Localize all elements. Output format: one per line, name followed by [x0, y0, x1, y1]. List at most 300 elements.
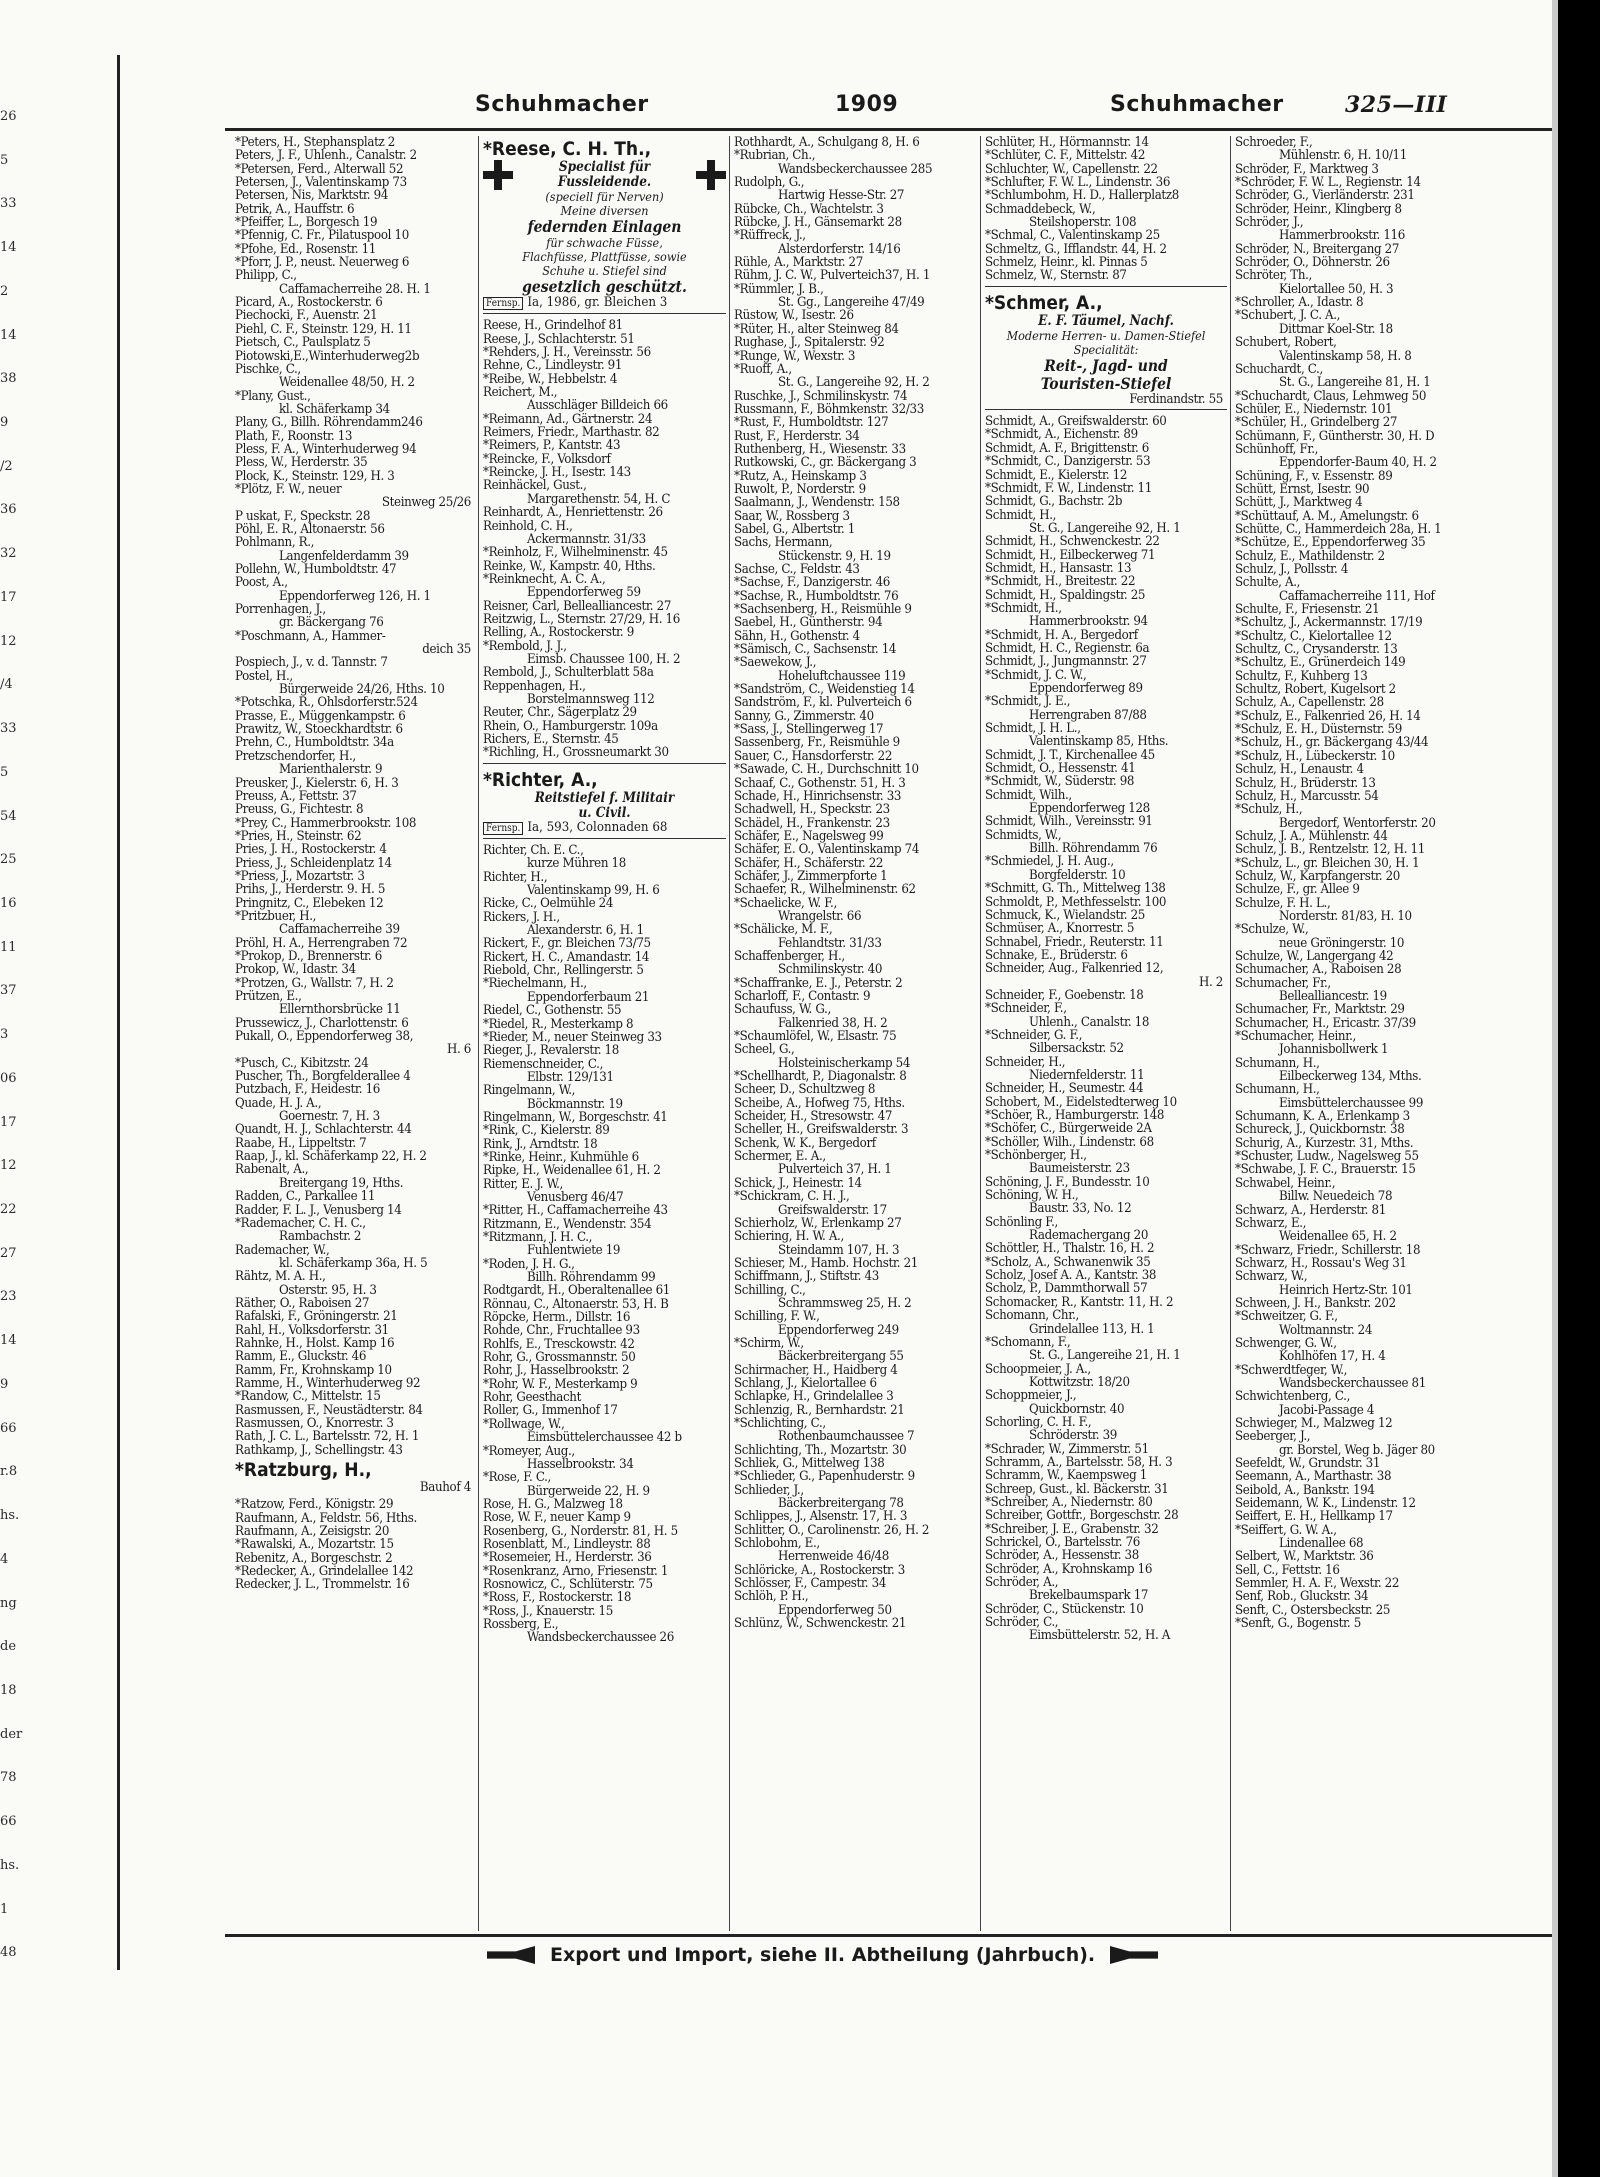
directory-entry: Preuss, G., Fichtestr. 8: [235, 803, 364, 817]
directory-entry: Schlitter, O., Carolinenstr. 26, H. 2: [734, 1523, 930, 1538]
directory-entry: Schmidt, J., Jungmannstr. 27: [985, 655, 1147, 669]
ad-title: *Richter, A.,: [483, 768, 598, 791]
directory-entry: Schmidt, A. F., Brigittenstr. 6: [985, 441, 1149, 456]
directory-entry: Schieser, M., Hamb. Hochstr. 21: [734, 1256, 918, 1271]
directory-entry: *Petersen, Ferd., Alterwall 52: [235, 162, 404, 177]
directory-entry: Rohde, Chr., Fruchtallee 93: [483, 1324, 640, 1338]
fragment-text: 54: [0, 809, 17, 824]
directory-entry: *Priess, J., Mozartstr. 3: [235, 869, 365, 884]
fragment-text: 9: [0, 1377, 9, 1392]
directory-entry: Schäfer, E., Nagelsweg 99: [734, 829, 884, 844]
entry-continuation: Caffamacherreihe 39: [279, 923, 400, 937]
directory-entry: *Schüttauf, A. M., Amelungstr. 6: [1235, 509, 1419, 523]
directory-entry: *Schultz, E., Grünerdeich 149: [1235, 656, 1406, 670]
fragment-text: 3: [0, 1027, 9, 1042]
fragment-text: 27: [0, 1246, 17, 1261]
directory-entry: Schröder, A., Krohnskamp 16: [985, 1562, 1153, 1577]
directory-entry: Plath, F., Roonstr. 13: [235, 429, 353, 443]
ad-line: E. F. Täumel, Nachf.: [1038, 312, 1174, 329]
directory-entry: Schmidt, H., Hansastr. 13: [985, 561, 1132, 576]
directory-entry: Rahl, H., Volksdorferstr. 31: [235, 1323, 389, 1337]
fragment-text: 1: [0, 1902, 9, 1917]
directory-entry: Puscher, Th., Borgfelderallee 4: [235, 1070, 411, 1084]
entry-continuation: Ausschläger Billdeich 66: [527, 399, 668, 413]
directory-entry: Seeberger, J.,: [1235, 1430, 1311, 1444]
entry-continuation: Hasselbrookstr. 34: [527, 1457, 634, 1472]
directory-entry: *Rosenkranz, Arno, Friesenstr. 1: [483, 1564, 669, 1578]
fragment-text: ng: [0, 1596, 17, 1611]
directory-entry: *Schaumlöfel, W., Elsastr. 75: [734, 1030, 897, 1044]
directory-entry: Sauer, C., Hansdorferstr. 22: [734, 749, 893, 764]
entry-continuation: Eppendorfer-Baum 40, H. 2: [1279, 456, 1437, 470]
directory-entry: Rehne, C., Lindleystr. 91: [483, 359, 623, 373]
directory-entry: Relling, A., Rostockerstr. 9: [483, 626, 634, 640]
pointing-hand-icon: [1110, 1946, 1158, 1964]
directory-entry: *Rademacher, C. H. C.,: [235, 1216, 366, 1231]
directory-entry: Schilling, F. W.,: [734, 1310, 820, 1324]
directory-entry: Putzbach, F., Heidestr. 16: [235, 1083, 380, 1097]
entry-continuation: Ackermannstr. 31/33: [527, 532, 646, 547]
directory-entry: Schümann, F., Güntherstr. 30, H. D: [1235, 429, 1435, 443]
directory-entry: Schiffmann, J., Stiftstr. 43: [734, 1270, 879, 1284]
entry-continuation: Heinrich Hertz-Str. 101: [1279, 1283, 1413, 1297]
directory-entry: Schüning, F., v. Essenstr. 89: [1235, 469, 1393, 483]
directory-entry: Schmidt, E., Kielerstr. 12: [985, 468, 1128, 482]
directory-entry: Reinhold, C. H.,: [483, 519, 573, 533]
entry-continuation: Alsterdorferstr. 14/16: [778, 242, 901, 257]
directory-entry: *Schmidt, J. C. W.,: [985, 668, 1087, 682]
directory-entry: Pietsch, C., Paulsplatz 5: [235, 336, 371, 350]
directory-entry: *Schlumbohm, H. D., Hallerplatz8: [985, 189, 1179, 203]
directory-entry: Schiering, H. W. A.,: [734, 1230, 844, 1244]
ad-divider: [483, 838, 726, 839]
directory-entry: Schaufuss, W. G.,: [734, 1003, 831, 1017]
entry-continuation: Goernestr. 7, H. 3: [279, 1110, 380, 1124]
directory-entry: Rughase, J., Spitalerstr. 92: [734, 336, 885, 350]
directory-entry: Scheibe, A., Hofweg 75, Hths.: [734, 1096, 905, 1111]
directory-entry: Schumann, H.,: [1235, 1083, 1320, 1097]
directory-entry: Rühle, A., Marktstr. 27: [734, 256, 863, 270]
directory-entry: Schulz, E., Mathildenstr. 2: [1235, 549, 1385, 563]
directory-entry: Schlapke, H., Grindelallee 3: [734, 1390, 894, 1404]
directory-entry: *Prokop, D., Brennerstr. 6: [235, 949, 382, 964]
column-2: [483, 136, 726, 1931]
directory-entry: Piechocki, F., Auenstr. 21: [235, 309, 378, 323]
directory-entry: Richter, Ch. E. C.,: [483, 844, 584, 858]
entry-continuation: Bäckerbreitergang 78: [778, 1497, 904, 1511]
directory-entry: *Schwarz, Friedr., Schillerstr. 18: [1235, 1243, 1421, 1257]
directory-entry: Riedel, C., Gothenstr. 55: [483, 1004, 622, 1018]
directory-entry: Schulz, J., Pollsstr. 4: [1235, 563, 1349, 577]
directory-entry: Schröder, G., Vierländerstr. 231: [1235, 189, 1415, 203]
entry-continuation: Steindamm 107, H. 3: [778, 1243, 900, 1257]
directory-entry: Schick, J., Heinestr. 14: [734, 1176, 862, 1191]
fragment-text: 5: [0, 153, 9, 168]
entry-continuation: Pulverteich 37, H. 1: [778, 1163, 892, 1177]
directory-entry: Pukall, O., Eppendorferweg 38,: [235, 1030, 414, 1044]
directory-entry: Piehl, C. F., Steinstr. 129, H. 11: [235, 322, 412, 337]
directory-entry: *Schultz, J., Ackermannstr. 17/19: [1235, 616, 1423, 630]
directory-entry: Schütte, C., Hammerdeich 28a, H. 1: [1235, 522, 1442, 537]
entry-continuation: Hartwig Hesse-Str. 27: [778, 189, 905, 203]
entry-continuation: Kielortallee 50, H. 3: [1279, 282, 1394, 297]
directory-entry: Schönling F.,: [985, 1215, 1058, 1230]
directory-entry: Philipp, C.,: [235, 269, 297, 283]
column-1: [235, 136, 475, 1931]
entry-continuation: Eppendorferbaum 21: [527, 990, 650, 1005]
directory-entry: Schmidt, H., Eilbeckerweg 71: [985, 548, 1156, 562]
directory-entry: Rudolph, G.,: [734, 176, 805, 190]
directory-entry: Ritter, E. J. W.,: [483, 1177, 563, 1191]
entry-continuation: Elbstr. 129/131: [527, 1070, 614, 1085]
directory-entry: Rebenitz, A., Borgeschstr. 2: [235, 1551, 393, 1566]
entry-continuation: Norderstr. 81/83, H. 10: [1279, 909, 1412, 924]
directory-entry: Plock, K., Steinstr. 129, H. 3: [235, 469, 395, 483]
directory-entry: *Schmal, C., Valentinskamp 25: [985, 229, 1160, 243]
fragment-text: 66: [0, 1814, 17, 1829]
directory-entry: Senf, Rob., Gluckstr. 34: [1235, 1590, 1369, 1604]
directory-entry: *Sachsenberg, H., Reismühle 9: [734, 603, 912, 617]
fragment-text: 22: [0, 1202, 17, 1217]
directory-entry: Rohr, J., Hasselbrookstr. 2: [483, 1364, 630, 1378]
directory-entry: Rahnke, H., Holst. Kamp 16: [235, 1336, 395, 1351]
directory-entry: *Rutz, A., Heinskamp 3: [734, 469, 867, 483]
directory-entry: Schröder, Heinr., Klingberg 8: [1235, 202, 1402, 217]
entry-continuation: gr. Bäckergang 76: [279, 616, 384, 630]
directory-entry: Schmidt, Wilh.,: [985, 788, 1072, 803]
entry-continuation: Borstelmannsweg 112: [527, 692, 655, 707]
fragment-text: 4: [0, 1552, 9, 1567]
directory-entry: Schultz, C., Crysanderstr. 13: [1235, 643, 1398, 657]
directory-entry: Petersen, Nis, Marktstr. 94: [235, 189, 389, 203]
directory-entry: *Schmitt, G. Th., Mittelweg 138: [985, 882, 1166, 896]
directory-entry: Schneider, H., Seumestr. 44: [985, 1082, 1144, 1096]
directory-entry: Schaffenberger, H.,: [734, 949, 845, 964]
red-cross-icon: [483, 160, 513, 190]
fragment-text: 36: [0, 502, 17, 517]
entry-continuation: kl. Schäferkamp 34: [279, 402, 390, 417]
advertisement-schmer: [985, 286, 1227, 410]
ad-line: Flachfüsse, Plattfüsse, sowie: [522, 249, 687, 264]
directory-entry: *Schulz, H.,: [1235, 803, 1303, 817]
directory-entry: Schliek, G., Mittelweg 138: [734, 1457, 885, 1471]
entry-continuation: Greifswalderstr. 17: [778, 1203, 887, 1217]
directory-entry: Schäfer, H., Schäferstr. 22: [734, 856, 884, 870]
advertisement-richter: [483, 763, 726, 839]
directory-entry: *Schlüter, C. F., Mittelstr. 42: [985, 149, 1146, 163]
directory-entry: Rübcke, Ch., Wachtelstr. 3: [734, 202, 884, 217]
directory-entry: Schulz, W., Karpfangerstr. 20: [1235, 869, 1400, 884]
entry-continuation: Steinweg 25/26: [381, 496, 471, 510]
directory-entry: Rembold, J., Schulterblatt 58a: [483, 666, 654, 680]
directory-entry: Schwabel, Heinr.,: [1235, 1176, 1336, 1191]
directory-entry: *Schütze, E., Eppendorferweg 35: [1235, 536, 1426, 550]
directory-entry: Schmidts, W.,: [985, 828, 1062, 843]
directory-entry: Schaefer, R., Wilhelminenstr. 62: [734, 883, 916, 897]
directory-entry: Schierholz, W., Erlenkamp 27: [734, 1216, 902, 1231]
binding-edge: [117, 55, 120, 1970]
directory-entry: Schröder, A.,: [985, 1576, 1059, 1590]
directory-entry: Schwenger, G. W.,: [1235, 1336, 1337, 1351]
directory-entry: Schmidt, H. C., Regienstr. 6a: [985, 641, 1150, 656]
directory-entry: *Schweitzer, G. F.,: [1235, 1310, 1338, 1324]
directory-entry: Reinhardt, A., Henriettenstr. 26: [483, 506, 663, 520]
directory-entry: *Schulz, E., Falkenried 26, H. 14: [1235, 709, 1421, 724]
entry-continuation: Hammerbrookstr. 116: [1279, 229, 1405, 243]
directory-entry: Rothhardt, A., Schulgang 8, H. 6: [734, 136, 920, 150]
directory-entry: *Rosemeier, H., Herderstr. 36: [483, 1551, 652, 1565]
header-rule: [225, 128, 1555, 131]
directory-entry: Schlenzig, R., Bernhardstr. 21: [734, 1403, 905, 1417]
ad-line: für schwache Füsse,: [546, 235, 663, 250]
directory-entry: *Schulz, E. H., Düsternstr. 59: [1235, 723, 1402, 737]
directory-entry: Postel, H.,: [235, 669, 293, 684]
directory-entry: Schmidt, J. T., Kirchenallee 45: [985, 748, 1155, 763]
entry-continuation: H. 6: [446, 1043, 471, 1057]
directory-entry: Schmuck, K., Wielandstr. 25: [985, 908, 1145, 923]
directory-entry: Schultz, F., Kuhberg 13: [1235, 669, 1368, 684]
ad-title: *Reese, C. H. Th.,: [483, 138, 652, 160]
directory-entry: *Riechelmann, H.,: [483, 977, 587, 991]
directory-entry: Sabel, G., Albertstr. 1: [734, 522, 855, 537]
directory-entry: Rose, H. G., Malzweg 18: [483, 1497, 623, 1512]
directory-entry: Schumacher, Fr.,: [1235, 976, 1331, 990]
directory-entry: *Schwerdtfeger, W.,: [1235, 1363, 1348, 1377]
entry-continuation: Bellealliancestr. 19: [1279, 990, 1387, 1004]
directory-entry: *Saewekow, J.,: [734, 656, 817, 670]
directory-entry: Petrik, A., Hauffstr. 6: [235, 202, 355, 217]
directory-entry: *Schöller, Wilh., Lindenstr. 68: [985, 1135, 1154, 1150]
directory-entry: Rasmussen, O., Knorrestr. 3: [235, 1417, 394, 1431]
directory-entry: Schneider, H.,: [985, 1055, 1066, 1069]
directory-entry: Riemenschneider, C.,: [483, 1057, 603, 1071]
fragment-text: de: [0, 1639, 17, 1654]
directory-entry: Schwarz, E.,: [1235, 1216, 1307, 1231]
directory-entry: *Roden, J. H. G.,: [483, 1257, 575, 1272]
ad-divider: [483, 313, 726, 314]
directory-entry: Rabenalt, A.,: [235, 1163, 309, 1177]
fragment-text: 14: [0, 240, 17, 255]
directory-entry: *Schmidt, C., Danzigerstr. 53: [985, 455, 1151, 469]
directory-entry: Ramm, E., Gluckstr. 46: [235, 1350, 367, 1364]
directory-entry: *Schwabe, J. F. C., Brauerstr. 15: [1235, 1163, 1416, 1177]
directory-entry: *Schaffranke, E. J., Peterstr. 2: [734, 976, 903, 990]
directory-entry: Rath, J. C. L., Bartelsstr. 72, H. 1: [235, 1430, 420, 1444]
fragment-text: der: [0, 1727, 23, 1742]
directory-entry: *Plötz, F. W., neuer: [235, 482, 342, 497]
directory-entry: *Rembold, J. J.,: [483, 639, 567, 653]
ad-address: Bauhof 4: [419, 1481, 471, 1495]
fragment-text: 48: [0, 1945, 17, 1960]
directory-entry: Rickert, H. C., Amandastr. 14: [483, 950, 650, 965]
directory-entry: Seiffert, E. H., Hellkamp 17: [1235, 1510, 1393, 1524]
directory-entry: Ramm, Fr., Krohnskamp 10: [235, 1363, 392, 1377]
directory-entry: *Rüter, H., alter Steinweg 84: [734, 322, 899, 337]
directory-entry: *Schönberger, H.,: [985, 1149, 1087, 1163]
directory-entry: Reisner, Carl, Bellealliancestr. 27: [483, 599, 672, 613]
directory-entry: Raap, J., kl. Schäferkamp 22, H. 2: [235, 1150, 427, 1164]
directory-entry: *Schüler, H., Grindelberg 27: [1235, 416, 1398, 430]
directory-entry: Riebold, Chr., Rellingerstr. 5: [483, 964, 644, 978]
directory-entry: Radden, C., Parkallee 11: [235, 1190, 376, 1204]
directory-entry: Schmaddebeck, W.,: [985, 202, 1096, 217]
directory-entry: Sanny, G., Zimmerstr. 40: [734, 709, 874, 724]
column-3: [734, 136, 976, 1931]
directory-entry: Schade, H., Hinrichsenstr. 33: [734, 789, 902, 804]
ad-divider: [985, 286, 1227, 287]
directory-entry: Schumacher, Fr., Marktstr. 29: [1235, 1003, 1405, 1017]
directory-entry: *Rose, F. C.,: [483, 1471, 551, 1485]
entry-continuation: St. G., Langereihe 21, H. 1: [1029, 1349, 1181, 1363]
directory-entry: Pless, F. A., Winterhuderweg 94: [235, 442, 417, 457]
entry-continuation: Schröderstr. 39: [1029, 1429, 1117, 1443]
directory-entry: Rink, J., Arndtstr. 18: [483, 1137, 598, 1151]
column-divider: [729, 136, 730, 1931]
directory-entry: Schermer, E. A.,: [734, 1150, 826, 1164]
directory-columns: [225, 136, 1555, 1931]
fragment-text: 23: [0, 1289, 17, 1304]
entry-continuation: Eppendorferweg 126, H. 1: [279, 589, 431, 604]
directory-entry: Pohlmann, R.,: [235, 536, 315, 550]
directory-entry: Saalmann, J., Wendenstr. 158: [734, 496, 900, 510]
directory-entry: Schmidt, Wilh., Vereinsstr. 91: [985, 815, 1153, 829]
entry-continuation: Niedernfelderstr. 11: [1029, 1068, 1145, 1083]
directory-entry: *Schreiber, J. E., Grabenstr. 32: [985, 1522, 1159, 1536]
entry-continuation: Johannisbollwerk 1: [1279, 1043, 1389, 1057]
entry-continuation: Bäckerbreitergang 55: [778, 1350, 904, 1364]
directory-entry: Schwarz, H., Rossau's Weg 31: [1235, 1256, 1407, 1271]
directory-entry: Rafalski, F., Gröningerstr. 21: [235, 1310, 398, 1324]
fragment-text: 12: [0, 634, 17, 649]
directory-entry: Schmidt, H., Spaldingstr. 25: [985, 588, 1146, 602]
entry-continuation: Breitergang 19, Hths.: [279, 1176, 404, 1191]
footer-note: Export und Import, siehe II. Abtheilung (Jahrbuch).: [550, 1944, 1096, 1966]
directory-entry: Schlobohm, E.,: [734, 1537, 820, 1551]
directory-entry: *Schroller, A., Idastr. 8: [1235, 296, 1364, 310]
ad-title: *Ratzburg, H.,: [235, 1459, 372, 1482]
entry-continuation: Jacobi-Passage 4: [1279, 1403, 1375, 1417]
directory-entry: *Redecker, A., Grindelallee 142: [235, 1565, 414, 1579]
directory-entry: Rose, W. F., neuer Kamp 9: [483, 1511, 631, 1525]
entry-continuation: Bürgerweide 22, H. 9: [527, 1484, 650, 1498]
directory-entry: *Richling, H., Grossneumarkt 30: [483, 746, 669, 760]
entry-continuation: Bergedorf, Wentorferstr. 20: [1279, 816, 1436, 830]
directory-entry: Quade, H. J. A.,: [235, 1096, 322, 1111]
directory-entry: Röpcke, Herm., Dillstr. 16: [483, 1311, 631, 1325]
advertisement-reese: [483, 138, 726, 314]
entry-continuation: Billh. Röhrendamm 99: [527, 1271, 656, 1285]
entry-continuation: Brekelbaumspark 17: [1029, 1589, 1149, 1603]
entry-continuation: Venusberg 46/47: [527, 1190, 624, 1205]
directory-entry: Schwieger, M., Malzweg 12: [1235, 1417, 1393, 1431]
directory-entry: Raufmann, A., Zeisigstr. 20: [235, 1525, 390, 1539]
entry-continuation: Lindenallee 68: [1279, 1537, 1364, 1551]
directory-entry: Schluchter, W., Capellenstr. 22: [985, 162, 1158, 177]
directory-entry: *Seiffert, G. W. A.,: [1235, 1523, 1337, 1538]
directory-entry: Schöning, J. F., Bundesstr. 10: [985, 1175, 1150, 1190]
directory-entry: Schenk, W. K., Bergedorf: [734, 1136, 876, 1151]
directory-entry: Schumann, H.,: [1235, 1056, 1320, 1071]
directory-entry: Schulz, H., Brüderstr. 13: [1235, 776, 1376, 790]
directory-entry: Schilling, C.,: [734, 1283, 806, 1297]
entry-continuation: Dittmar Koel-Str. 18: [1279, 322, 1393, 337]
directory-entry: Schütt, J., Marktweg 4: [1235, 496, 1363, 510]
fragment-text: hs.: [0, 1508, 20, 1523]
fragment-text: 17: [0, 590, 17, 605]
directory-entry: Schneider, Aug., Falkenried 12,: [985, 962, 1164, 976]
fragment-text: 37: [0, 983, 17, 998]
directory-entry: Schumacher, H., Ericastr. 37/39: [1235, 1016, 1416, 1031]
directory-entry: Saar, W., Rossberg 3: [734, 509, 850, 523]
entry-continuation: Eppendorferweg 50: [778, 1603, 892, 1618]
pointing-hand-icon: [487, 1946, 535, 1964]
fragment-text: 26: [0, 109, 17, 124]
directory-entry: Schüler, E., Niedernstr. 101: [1235, 402, 1393, 417]
fragment-text: 38: [0, 371, 17, 386]
directory-entry: *Schomann, F.,: [985, 1335, 1071, 1350]
directory-entry: Reuter, Chr., Sägerplatz 29: [483, 706, 637, 720]
directory-entry: Schlösser, F., Campestr. 34: [734, 1577, 887, 1591]
ad-line: Schuhe u. Stiefel sind: [542, 263, 667, 278]
phone-label: Fernsp.: [483, 822, 523, 835]
directory-entry: *Schrader, W., Zimmerstr. 51: [985, 1442, 1149, 1456]
directory-entry: Redecker, J. L., Trommelstr. 16: [235, 1578, 410, 1592]
directory-entry: Senft, C., Ostersbeckstr. 25: [1235, 1603, 1391, 1618]
directory-entry: Rönnau, C., Altonaerstr. 53, H. B: [483, 1297, 669, 1312]
directory-entry: *Rollwage, W.,: [483, 1417, 565, 1432]
directory-entry: Prawitz, W., Stoeckhardtstr. 6: [235, 723, 403, 737]
entry-continuation: Eppendorferweg 249: [778, 1323, 899, 1337]
directory-entry: Schulze, W., Langergang 42: [1235, 949, 1394, 964]
directory-entry: Preuss, A., Fettstr. 37: [235, 789, 357, 804]
entry-continuation: Wandsbeckerchaussee 26: [527, 1631, 674, 1645]
directory-entry: Piotowski,E.,Winterhuderweg2b: [235, 349, 420, 363]
entry-continuation: Wandsbeckerchaussee 81: [1279, 1376, 1426, 1391]
directory-entry: Reitzwig, L., Sternstr. 27/29, H. 16: [483, 612, 680, 627]
directory-entry: Rüstow, W., Isestr. 26: [734, 309, 854, 323]
page-number: 325—III: [1345, 92, 1448, 118]
directory-entry: *Schlufter, F. W. L., Lindenstr. 36: [985, 176, 1171, 190]
directory-entry: Schmidt, G., Bachstr. 2b: [985, 495, 1123, 509]
directory-entry: *Schmidt, W., Süderstr. 98: [985, 775, 1135, 789]
entry-continuation: Herrengraben 87/88: [1029, 708, 1147, 723]
ad-highlight: Reit-, Jagd- und: [1044, 355, 1168, 375]
directory-entry: *Peters, H., Stephansplatz 2: [235, 136, 395, 150]
directory-entry: Reinke, W., Kampstr. 40, Hths.: [483, 559, 656, 573]
directory-entry: Pollehn, W., Humboldtstr. 47: [235, 563, 397, 577]
directory-entry: Schobert, M., Eidelstedterweg 10: [985, 1095, 1177, 1109]
entry-continuation: Schmilinskystr. 40: [778, 963, 883, 977]
entry-continuation: Kottwitzstr. 18/20: [1029, 1375, 1130, 1390]
directory-entry: *Rehders, J. H., Vereinsstr. 56: [483, 346, 651, 360]
running-head-left: Schuhmacher: [475, 92, 649, 117]
directory-entry: Scholz, Josef A. A., Kantstr. 38: [985, 1269, 1157, 1283]
directory-entry: Rademacher, W.,: [235, 1243, 330, 1257]
directory-entry: Schulte, A.,: [1235, 576, 1301, 590]
ad-phone: [483, 821, 726, 835]
fragment-text: 9: [0, 415, 9, 430]
directory-entry: Roller, G., Immenhof 17: [483, 1404, 618, 1418]
directory-entry: Prihs, J., Herderstr. 9. H. 5: [235, 883, 386, 897]
directory-entry: *Ritzmann, J. H. C.,: [483, 1231, 593, 1245]
directory-entry: Schröder, N., Breitergang 27: [1235, 242, 1400, 257]
entry-continuation: Fuhlentwiete 19: [527, 1244, 621, 1258]
directory-entry: Schumacher, A., Raboisen 28: [1235, 963, 1402, 977]
entry-continuation: Schrammsweg 25, H. 2: [778, 1296, 912, 1311]
entry-continuation: Hammerbrookstr. 94: [1029, 615, 1148, 629]
directory-entry: Schurig, A., Kurzestr. 31, Mths.: [1235, 1136, 1414, 1151]
directory-entry: Schroeder, F.,: [1235, 136, 1313, 150]
